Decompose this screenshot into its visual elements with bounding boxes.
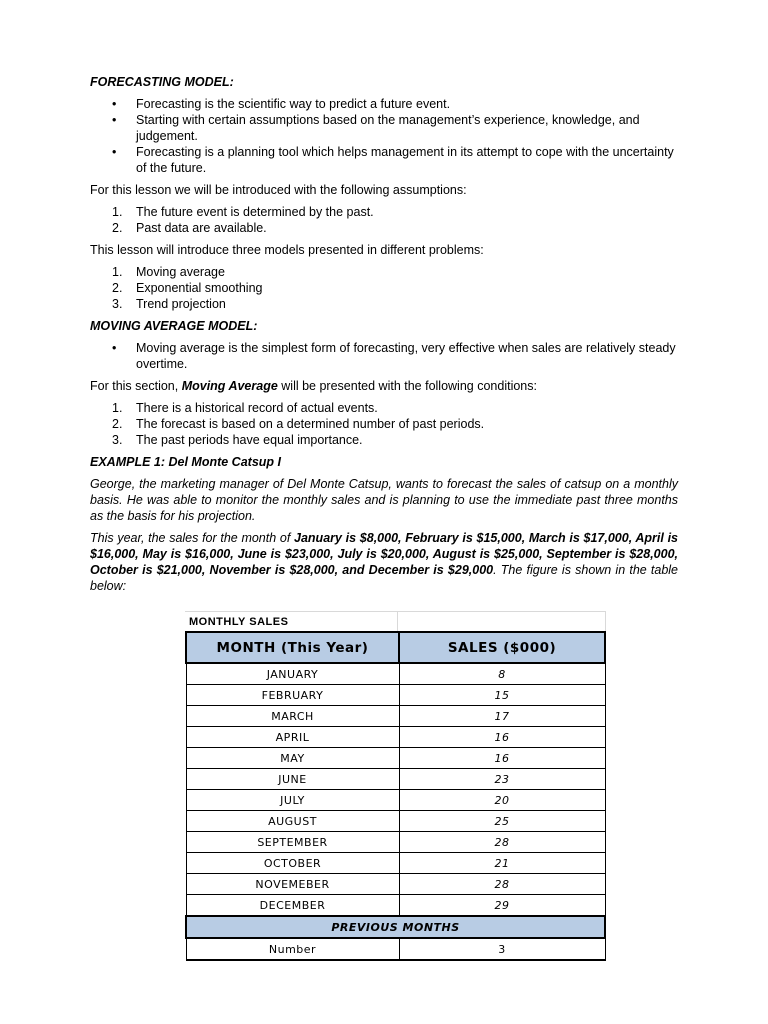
assumptions-intro: For this lesson we will be introduced with the following assumptions: xyxy=(90,183,467,197)
list-item: 2. Past data are available. xyxy=(112,221,267,235)
table-caption: MONTHLY SALES xyxy=(189,616,289,628)
previous-months-row: PREVIOUS MONTHS xyxy=(186,916,605,938)
list-item: 2. The forecast is based on a determined number of past periods. xyxy=(112,417,485,431)
monthly-sales-table xyxy=(185,611,606,961)
document-body xyxy=(90,74,678,600)
table-row: JUNE 23 xyxy=(186,769,605,790)
models-intro: This lesson will introduce three models presented in different problems: xyxy=(90,243,484,257)
moving-average-heading: MOVING AVERAGE MODEL: xyxy=(90,319,258,333)
list-item: 1. The future event is determined by the past. xyxy=(112,205,374,219)
list-item: 2. Exponential smoothing xyxy=(112,281,263,295)
sales-table xyxy=(185,631,606,961)
table-row: JANUARY 8 xyxy=(186,663,605,685)
list-item: 1. Moving average xyxy=(112,265,225,279)
table-row: OCTOBER 21 xyxy=(186,853,605,874)
list-item: • Starting with certain assumptions based on the management’s experience, knowledge, and judgement. xyxy=(90,112,678,144)
list-item: 1. There is a historical record of actual events. xyxy=(112,401,378,415)
moving-average-bullets xyxy=(90,340,678,372)
table-row: Number 3 xyxy=(186,938,605,960)
assumptions-list xyxy=(90,204,678,236)
example-paragraph-2: This year, the sales for the month of January is $8,000, February is $15,000, March is $17,000, April is $16,000, May is $16,000, June is $23,000, July is $20,000, August is $25,000, September is $28,000, October is $21,000, November is $28,000, and December is $29,000. The figure is shown in the table below: xyxy=(90,531,679,593)
moving-average-intro: For this section, Moving Average will be presented with the following conditions: xyxy=(90,379,537,393)
table-row: FEBRUARY 15 xyxy=(186,685,605,706)
column-header-sales: SALES ($000) xyxy=(399,632,605,663)
list-item: 3. Trend projection xyxy=(112,297,226,311)
table-row: AUGUST 25 xyxy=(186,811,605,832)
forecasting-heading: FORECASTING MODEL: xyxy=(90,75,234,89)
table-caption-row xyxy=(185,611,606,631)
table-row: MAY 16 xyxy=(186,748,605,769)
table-row: JULY 20 xyxy=(186,790,605,811)
example-paragraph-1: George, the marketing manager of Del Monte Catsup, wants to forecast the sales of catsup on a monthly basis. He was able to monitor the monthly sales and is planning to use the immediate past three months as the basis for his projection. xyxy=(90,477,678,523)
list-item: • Forecasting is the scientific way to predict a future event. xyxy=(90,96,678,112)
table-row: MARCH 17 xyxy=(186,706,605,727)
table-row: DECEMBER 29 xyxy=(186,895,605,917)
table-row: APRIL 16 xyxy=(186,727,605,748)
table-header-row xyxy=(186,632,605,663)
list-item: • Forecasting is a planning tool which helps management in its attempt to cope with the uncertainty of the future. xyxy=(90,144,678,176)
list-item: 3. The past periods have equal importance. xyxy=(112,433,363,447)
table-row: SEPTEMBER 28 xyxy=(186,832,605,853)
forecasting-bullets xyxy=(90,96,678,176)
models-list xyxy=(90,264,678,312)
conditions-list xyxy=(90,400,678,448)
list-item: • Moving average is the simplest form of forecasting, very effective when sales are relatively steady overtime. xyxy=(90,340,678,372)
table-row: NOVEMEBER 28 xyxy=(186,874,605,895)
example-heading: EXAMPLE 1: Del Monte Catsup I xyxy=(90,455,281,469)
column-header-month: MONTH (This Year) xyxy=(186,632,399,663)
